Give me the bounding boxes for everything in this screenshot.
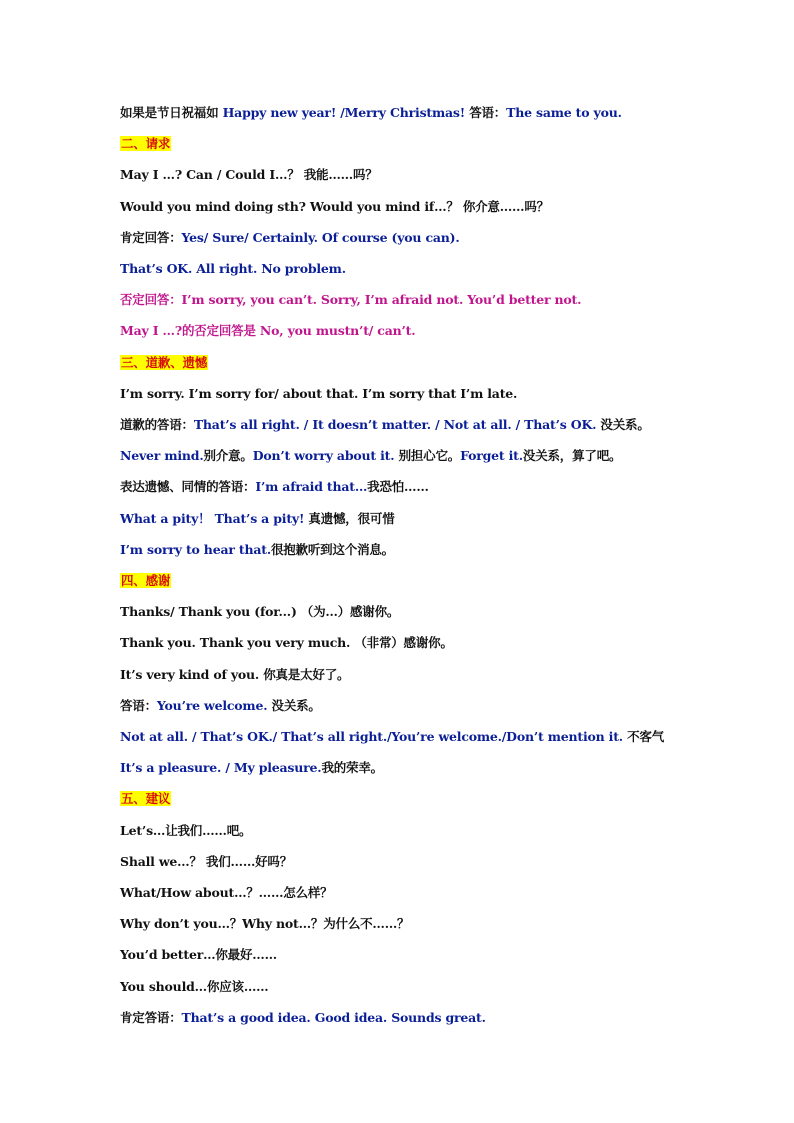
text-line: What/How about…？……怎么样？ bbox=[120, 885, 333, 900]
text-segment: 没关系，算了吧。 bbox=[522, 448, 622, 464]
text-segment: 肯定回答： bbox=[120, 229, 182, 245]
text-line bbox=[120, 510, 395, 527]
text-line: That’s OK. All right. No problem. bbox=[120, 261, 346, 276]
text-line bbox=[120, 728, 664, 745]
text-segment: 别担心它。 bbox=[398, 448, 461, 464]
section-heading-label: 四、感谢 bbox=[121, 573, 171, 588]
text-segment: It’s a pleasure. / My pleasure. bbox=[120, 760, 322, 776]
text-segment: What a pity！ That’s a pity! bbox=[120, 510, 309, 526]
text-line bbox=[120, 291, 581, 308]
text-segment: 我恐怕…… bbox=[367, 479, 429, 495]
text-segment: 不客气 bbox=[627, 729, 665, 744]
text-segment: You’re welcome. bbox=[156, 697, 272, 713]
section-heading-label: 五、建议 bbox=[121, 791, 171, 807]
section-heading bbox=[120, 135, 171, 152]
text-segment: 没关系。 bbox=[271, 697, 321, 713]
text-line bbox=[120, 229, 460, 246]
text-segment: 肯定答语： bbox=[120, 1009, 182, 1025]
text-segment: Happy new year! /Merry Christmas! bbox=[222, 105, 470, 120]
text-segment: Not at all. / That’s OK./ That’s all right./You’re welcome./Don’t mention it. bbox=[120, 729, 628, 744]
section-heading-label: 二、请求 bbox=[121, 136, 171, 152]
section-heading bbox=[120, 790, 171, 807]
text-segment: Yes/ Sure/ Certainly. Of course (you can). bbox=[181, 229, 460, 245]
text-line: You should…你应该…… bbox=[120, 978, 269, 994]
section-heading bbox=[120, 354, 208, 371]
text-line bbox=[120, 416, 650, 433]
text-segment: That’s a good idea. Good idea. Sounds great. bbox=[181, 1009, 486, 1025]
text-line bbox=[120, 697, 321, 714]
text-segment: 没关系。 bbox=[600, 417, 650, 432]
text-line: May I …? Can / Could I…？ 我能……吗？ bbox=[120, 167, 378, 183]
text-line: Shall we…？ 我们……好吗？ bbox=[120, 853, 293, 869]
text-line bbox=[120, 541, 394, 558]
text-segment: I’m sorry, you can’t. Sorry, I’m afraid not. You’d better not. bbox=[181, 292, 582, 308]
text-segment: 道歉的答语： bbox=[120, 417, 194, 432]
text-segment: 答语： bbox=[469, 105, 507, 120]
text-line bbox=[120, 104, 622, 121]
text-segment: 别介意。 bbox=[203, 448, 253, 464]
text-segment: Never mind. bbox=[120, 448, 204, 464]
text-segment: Don’t worry about it. bbox=[252, 448, 399, 464]
text-segment: 答语： bbox=[120, 697, 157, 713]
text-segment: 如果是节日祝福如 bbox=[120, 105, 223, 120]
text-segment: 很抱歉听到这个消息。 bbox=[270, 541, 394, 557]
text-line bbox=[120, 759, 383, 776]
text-segment: That’s all right. / It doesn’t matter. / Not at all. / That’s OK. bbox=[193, 417, 601, 432]
text-line bbox=[120, 1009, 486, 1026]
text-line: It’s very kind of you. 你真是太好了。 bbox=[120, 666, 350, 682]
section-heading-label: 三、道歉、遗憾 bbox=[121, 354, 208, 370]
text-line: I’m sorry. I’m sorry for/ about that. I’m sorry that I’m late. bbox=[120, 385, 518, 401]
text-line: Why don’t you…？Why not…？为什么不……？ bbox=[120, 916, 410, 932]
text-line: You’d better…你最好…… bbox=[120, 947, 277, 963]
text-line: Would you mind doing sth? Would you mind if…？ 你介意……吗？ bbox=[120, 198, 549, 214]
text-segment: 我的荣幸。 bbox=[321, 760, 383, 776]
text-line: May I …?的否定回答是 No, you mustn’t/ can’t. bbox=[120, 323, 416, 339]
text-segment: I’m afraid that… bbox=[255, 479, 368, 495]
text-segment: 真遗憾，很可惜 bbox=[308, 510, 395, 526]
text-segment: Forget it. bbox=[460, 448, 523, 464]
text-segment: I’m sorry to hear that. bbox=[120, 541, 271, 557]
text-line bbox=[120, 447, 621, 464]
text-segment: 表达遗憾、同情的答语： bbox=[120, 479, 256, 495]
text-line: Thank you. Thank you very much. （非常）感谢你。 bbox=[120, 635, 453, 651]
text-segment: The same to you. bbox=[506, 105, 622, 120]
text-line bbox=[120, 478, 429, 495]
section-heading bbox=[120, 572, 171, 589]
text-line: Thanks/ Thank you (for...) （为…）感谢你。 bbox=[120, 604, 400, 620]
text-segment: 否定回答： bbox=[120, 292, 182, 308]
text-line: Let’s…让我们……吧。 bbox=[120, 822, 252, 838]
